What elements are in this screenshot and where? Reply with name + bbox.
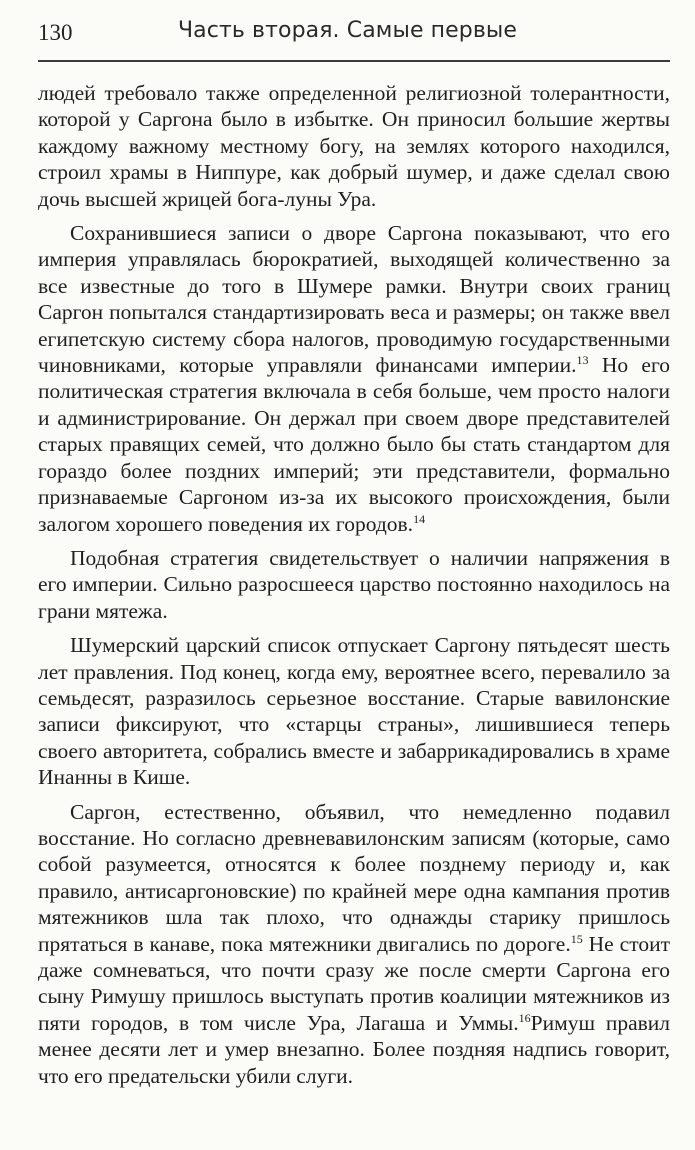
footnote-ref-16[interactable]: 16 <box>518 1010 531 1025</box>
footnote-ref-15[interactable]: 15 <box>570 931 583 946</box>
footnote-ref-13[interactable]: 13 <box>576 352 589 367</box>
paragraph-5-part-a: Саргон, естественно, объявил, что немедленно подавил восстание. Но согласно древневавилонским записям (которые, само собой разумеется, относятся к более позднему периоду и, как правило, антисаргоновские) по крайней мере одна кампания против мятежников шла так плохо, что однажды старику пришлось прятаться в канаве, пока мятежники двигались по дороге. <box>38 799 670 956</box>
paragraph-2-part-b: Но его политическая стратегия включала в себя больше, чем просто налоги и администрирование. Он держал при своем дворе представителей старых правящих семей, что должно было бы стать стандартом для гораздо более поздних империй; эти представители, формально признаваемые Саргоном из-за их высокого происхождения, были залогом хорошего поведения их городов. <box>38 353 671 536</box>
paragraph-3: Подобная стратегия свидетельствует о наличии напряжения в его империи. Сильно разросшееся царство постоянно находилось на грани мятежа. <box>38 545 670 623</box>
paragraph-5-part-c: Римуш правил менее десяти лет и умер внезапно. Более поздняя надпись говорит, что его предательски убили слуги. <box>38 1010 671 1088</box>
paragraph-4: Шумерский царский список отпускает Саргону пятьдесят шесть лет правления. Под конец, когда ему, вероятнее всего, перевалило за семьдесят, разразилось серьезное восстание. Старые вавилонские записи фиксируют, что «старцы страны», лишившиеся теперь своего авторитета, собрались вместе и забаррикадировались в храме Инанны в Кише. <box>38 633 670 790</box>
running-head: Часть вторая. Самые первые <box>178 18 518 43</box>
footnote-ref-14[interactable]: 14 <box>413 511 426 526</box>
page-header <box>38 8 668 60</box>
paragraph-5-part-b: Не стоит даже сомневаться, что почти сразу же после смерти Саргона его сыну Римушу пришлось выступать против коалиции мятежников из пяти городов, в том числе Ура, Лагаша и Уммы. <box>38 931 670 1035</box>
paragraph-5 <box>38 799 670 1089</box>
page-number: 130 <box>38 20 73 45</box>
paragraph-2 <box>38 220 670 537</box>
header-rule <box>38 60 670 62</box>
paragraph-1: людей требовало также определенной религиозной толерантности, которой у Саргона было в избытке. Он приносил большие жертвы каждому важному местному богу, на землях которого находился, строил храмы в Ниппуре, как добрый шумер, и даже сделал свою дочь высшей жрицей бога-луны Ура. <box>38 81 670 211</box>
paragraph-2-part-a: Сохранившиеся записи о дворе Саргона показывают, что его империя управлялась бюрократией, выходящей количественно за все известные до того в Шумере рамки. Внутри своих границ Саргон попытался стандартизировать веса и размеры; он также ввел египетскую систему сбора налогов, проводимую государственными чиновниками, которые управляли финансами империи. <box>38 221 670 378</box>
body-text <box>38 80 670 1097</box>
